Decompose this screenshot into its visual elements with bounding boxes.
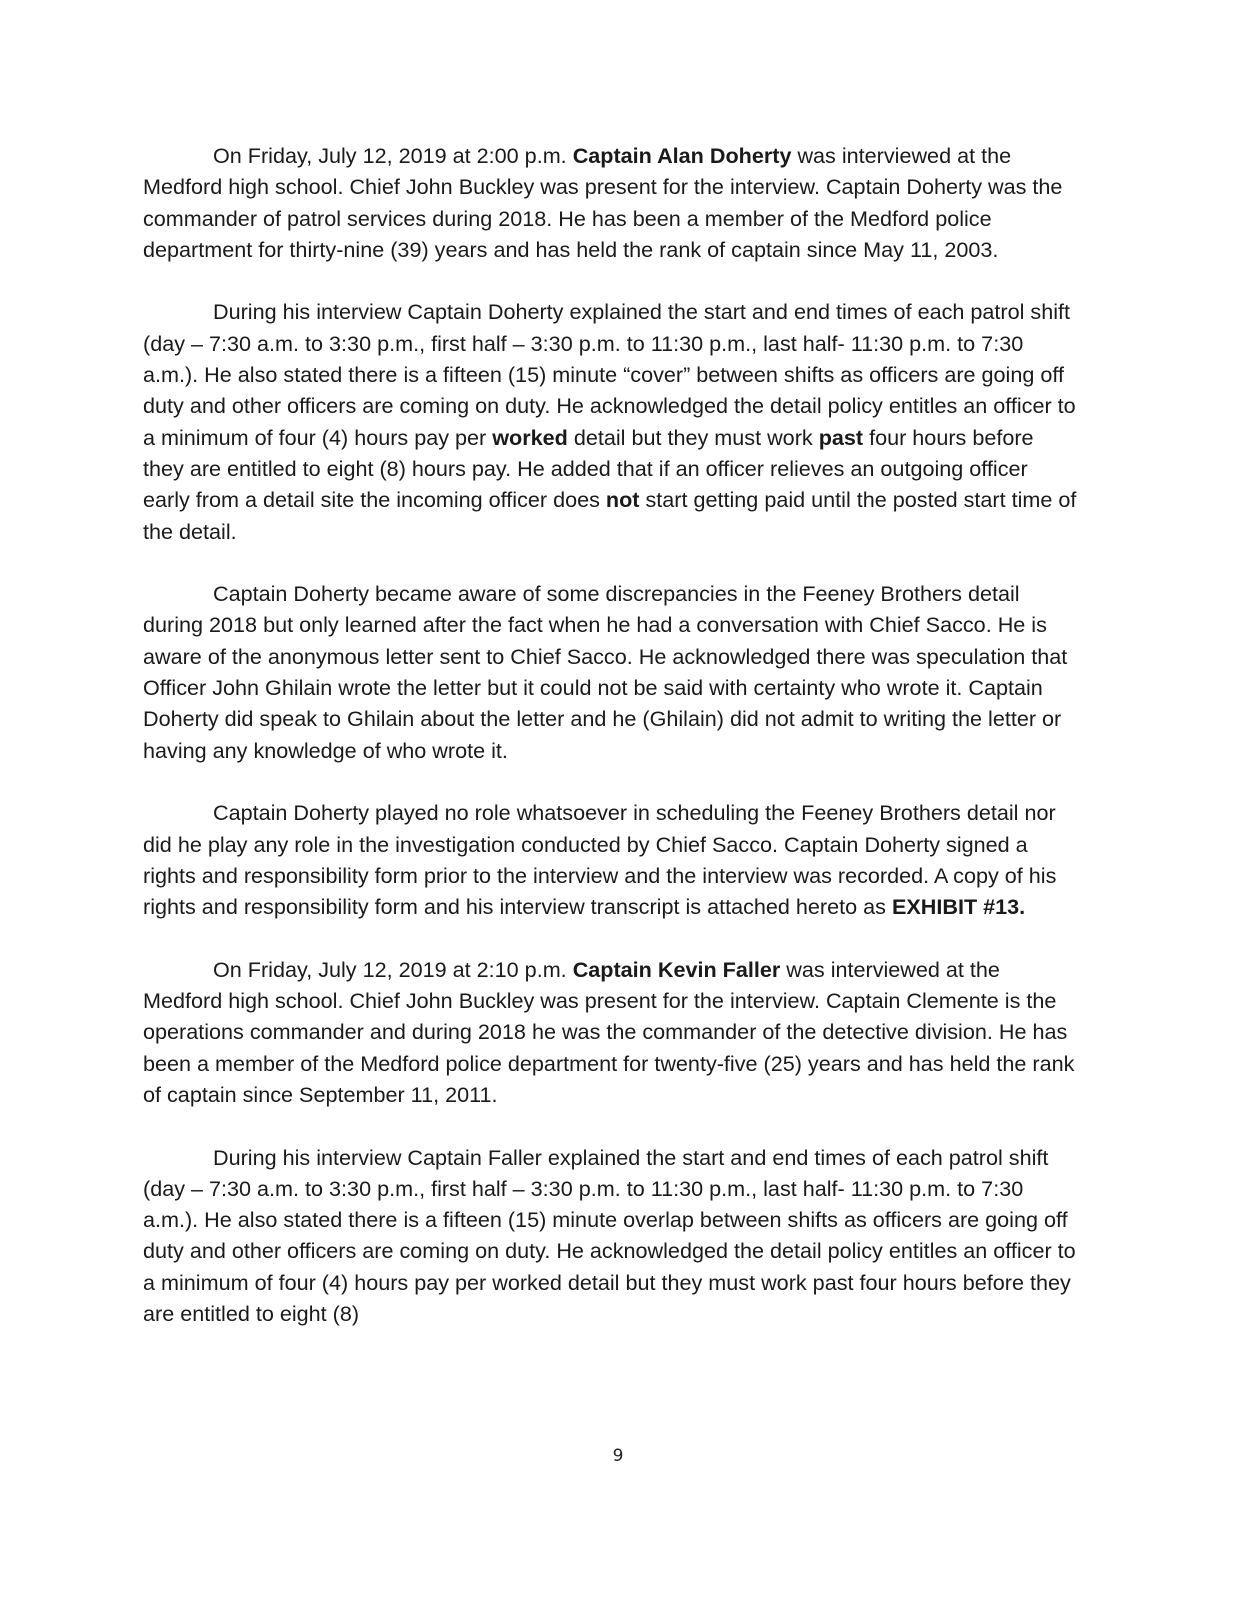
text-segment: was interviewed at the Medford high school. Chief John Buckley was present for the interview. Captain Doherty was the commander of patrol services during 2018. He has been a member of the Medford police department for thirty-nine (39) years and has held the rank of captain since May 11, 2003. — [143, 143, 1063, 262]
paragraph-doherty-intro — [143, 140, 1078, 265]
text-segment: detail but they must work — [567, 424, 819, 450]
text-segment: was interviewed at the Medford high school. Chief John Buckley was present for the interview. Captain Clemente is the operations commander and during 2018 he was the commander of the detective division. He has been a member of the Medford police department for twenty-five (25) years and has held the rank of captain since September 11, 2011. — [143, 956, 1075, 1107]
emphasis-not: not — [605, 487, 640, 513]
name-captain-kevin-faller: Captain Kevin Faller — [572, 956, 781, 982]
exhibit-13-reference: EXHIBIT #13. — [891, 894, 1026, 920]
text-segment: During his interview Captain Faller explained the start and end times of each patrol shift (day – 7:30 a.m. to 3:30 p.m., first half – 3:30 p.m. to 11:30 p.m., last half- 11:30 p.m. to 7:30 a.m.). He also stated there is a fifteen (15) minute overlap between shifts as officers are going off duty and other officers are coming on duty. He acknowledged the detail policy entitles an officer to a minimum of four (4) hours pay per worked detail but they must work past four hours before they are entitled to eight (8) — [143, 1144, 1076, 1326]
text-segment: During his interview Captain Doherty explained the start and end times of each patrol shift (day – 7:30 a.m. to 3:30 p.m., first half – 3:30 p.m. to 11:30 p.m., last half- 11:30 p.m. to 7:30 a.m.). He also stated there is a fifteen (15) minute “cover” between shifts as officers are going off duty and other officers are coming on duty. He acknowledged the detail policy entitles an officer to a minimum of four (4) hours pay per — [143, 299, 1076, 450]
document-body — [143, 140, 1078, 1361]
emphasis-past: past — [818, 424, 864, 450]
text-segment: Captain Doherty became aware of some discrepancies in the Feeney Brothers detail during 2018 but only learned after the fact when he had a conversation with Chief Sacco. He is aware of the anonymous letter sent to Chief Sacco. He acknowledged there was speculation that Officer John Ghilain wrote the letter but it could not be said with certainty who wrote it. Captain Doherty did speak to Ghilain about the letter and he (Ghilain) did not admit to writing the letter or having any knowledge of who wrote it. — [143, 581, 1068, 763]
text-segment: start getting paid until the posted start time of the detail. — [143, 487, 1077, 544]
text-segment: On Friday, July 12, 2019 at 2:00 p.m. — [213, 143, 573, 168]
paragraph-doherty-shifts — [143, 296, 1078, 546]
page-number: 9 — [612, 1446, 624, 1466]
text-segment: four hours before they are entitled to eight (8) hours pay. He added that if an officer relieves an outgoing officer early from a detail site the incoming officer does — [143, 424, 1034, 513]
name-captain-alan-doherty: Captain Alan Doherty — [572, 143, 792, 168]
paragraph-doherty-role — [143, 797, 1078, 922]
emphasis-worked: worked — [492, 424, 568, 450]
paragraph-doherty-discrepancies — [143, 578, 1078, 766]
paragraph-faller-shifts — [143, 1142, 1078, 1330]
paragraph-faller-intro — [143, 954, 1078, 1110]
text-segment: Captain Doherty played no role whatsoever in scheduling the Feeney Brothers detail nor did he play any role in the investigation conducted by Chief Sacco. Captain Doherty signed a rights and responsibility form prior to the interview and the interview was recorded. A copy of his rights and responsibility form and his interview transcript is attached hereto as — [143, 800, 1057, 920]
text-segment: On Friday, July 12, 2019 at 2:10 p.m. — [213, 956, 573, 982]
